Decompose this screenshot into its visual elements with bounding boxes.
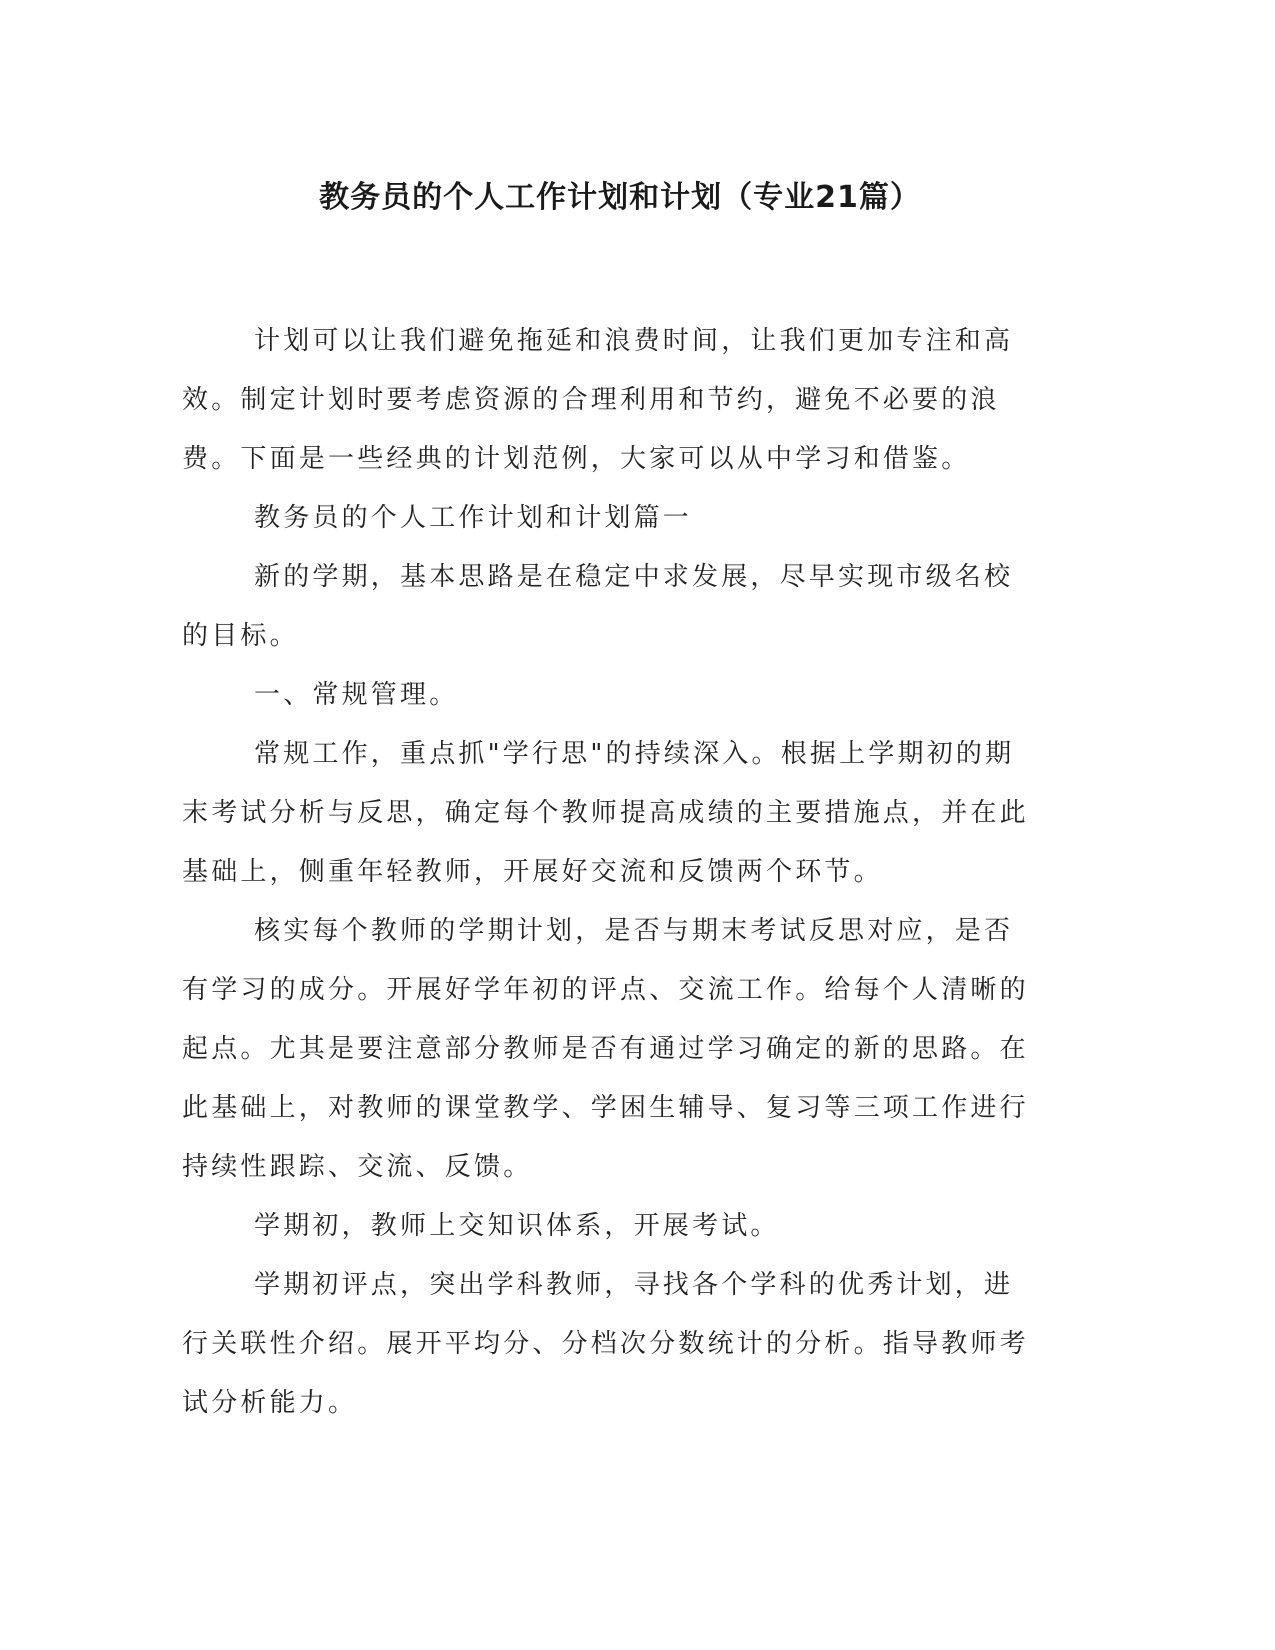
paragraph: 学期初评点，突出学科教师，寻找各个学科的优秀计划，进行关联性介绍。展开平均分、分档次分数统计的分析。指导教师考试分析能力。 — [182, 1270, 1029, 1418]
document-body — [182, 312, 1042, 1433]
paragraph: 常规工作，重点抓"学行思"的持续深入。根据上学期初的期末考试分析与反思，确定每个教师提高成绩的主要措施点，并在此基础上，侧重年轻教师，开展好交流和反馈两个环节。 — [182, 739, 1029, 887]
paragraph: 新的学期，基本思路是在稳定中求发展，尽早实现市级名校的目标。 — [182, 562, 1014, 651]
paragraph: 核实每个教师的学期计划，是否与期末考试反思对应，是否有学习的成分。开展好学年初的评点、交流工作。给每个人清晰的起点。尤其是要注意部分教师是否有通过学习确定的新的思路。在此基础上，对教师的课堂教学、学困生辅导、复习等三项工作进行持续性跟踪、交流、反馈。 — [182, 916, 1029, 1182]
paragraph-intro: 计划可以让我们避免拖延和浪费时间，让我们更加专注和高效。制定计划时要考虑资源的合理利用和节约，避免不必要的浪费。下面是一些经典的计划范例，大家可以从中学习和借鉴。 — [182, 326, 1014, 474]
document-title: 教务员的个人工作计划和计划（专业21篇） — [319, 180, 921, 215]
subsection-heading: 一、常规管理。 — [254, 680, 459, 710]
section-heading: 教务员的个人工作计划和计划篇一 — [254, 503, 693, 533]
paragraph: 学期初，教师上交知识体系，开展考试。 — [254, 1211, 780, 1241]
